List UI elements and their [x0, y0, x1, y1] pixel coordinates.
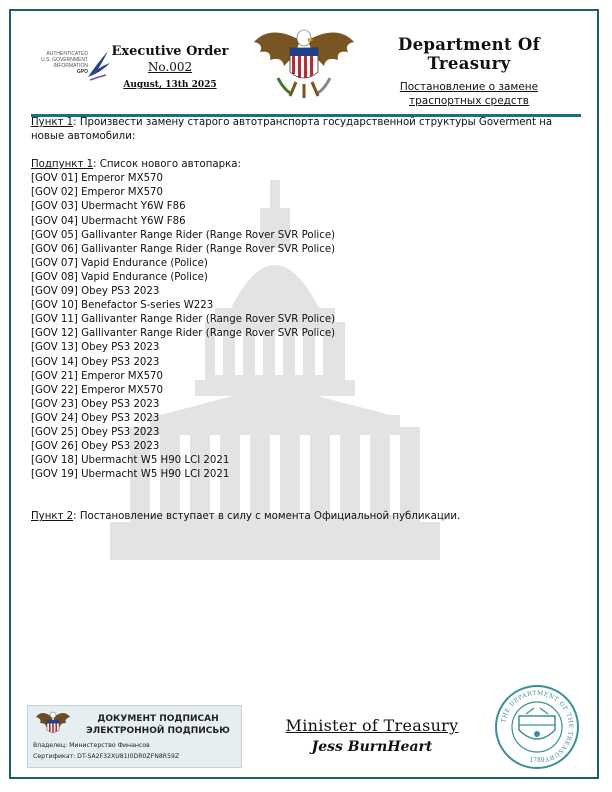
eagle-emblem-icon: [250, 22, 358, 98]
vehicle-list-item: [GOV 09] Obey PS3 2023: [31, 286, 160, 298]
stamp-title-line-2: ЭЛЕКТРОННОЙ ПОДПИСЬЮ: [86, 726, 230, 736]
vehicle-list-item: [GOV 22] Emperor MX570: [31, 384, 164, 396]
vehicle-list-item: [GOV 24] Obey PS3 2023: [31, 412, 160, 424]
vehicle-list-item: [GOV 19] Ubermacht W5 H90 LCI 2021: [31, 469, 230, 481]
vehicle-list-item: [GOV 21] Emperor MX570: [31, 370, 164, 382]
vehicle-list-item: [GOV 11] Gallivanter Range Rider (Range Rover SVR Police): [31, 314, 336, 326]
order-date: August, 13th 2025: [123, 80, 217, 90]
subpoint-1-label: Подпункт 1: [31, 159, 94, 171]
minister-title: Minister of Treasury: [285, 716, 459, 735]
vehicle-list-item: [GOV 10] Benefactor S-series W223: [31, 300, 214, 312]
point-1: [31, 116, 581, 144]
vehicle-list-item: [GOV 06] Gallivanter Range Rider (Range Rover SVR Police): [31, 243, 336, 255]
department-header: [358, 35, 580, 108]
stamp-title: [78, 713, 238, 737]
department-title: Department Of Treasury: [397, 35, 541, 73]
vehicle-list-item: [GOV 04] Ubermacht Y6W F86: [31, 215, 186, 227]
seal-year: 1789: [529, 757, 545, 764]
subpoint-1-text: : Список нового автопарка:: [93, 159, 241, 171]
point-2-text: : Постановление вступает в силу с момента Официальной публикации.: [73, 511, 461, 523]
point-2-label: Пункт 2: [31, 511, 74, 523]
vehicle-list-item: [GOV 12] Gallivanter Range Rider (Range Rover SVR Police): [31, 328, 336, 340]
vehicle-list-item: [GOV 05] Gallivanter Range Rider (Range Rover SVR Police): [31, 229, 336, 241]
vehicle-list-item: [GOV 03] Ubermacht Y6W F86: [31, 201, 186, 213]
document-subtitle: [358, 80, 580, 108]
subtitle-line-1: Постановление о замене: [399, 81, 539, 93]
executive-order-title: Executive Order: [111, 44, 229, 59]
vehicle-list-item: [GOV 08] Vapid Endurance (Police): [31, 271, 208, 283]
stamp-owner: Владелец: Министерство Финансов: [33, 742, 150, 749]
point-1-text: : Произвести замену старого автотранспорта государственной структуры Goverment на новые автомобили:: [31, 117, 553, 143]
seal-text: THE DEPARTMENT OF THE TREASURY: [500, 689, 575, 764]
vehicle-list-item: [GOV 25] Obey PS3 2023: [31, 426, 160, 438]
gpo-eagle-icon: [86, 47, 112, 83]
executive-order-block: [110, 44, 230, 90]
stamp-eagle-icon: [36, 709, 70, 739]
gpo-logo: [26, 47, 112, 85]
gpo-name: GPO: [76, 69, 88, 75]
treasury-seal-icon: [494, 684, 580, 770]
point-1-label: Пункт 1: [31, 117, 74, 128]
document-body: [31, 116, 581, 524]
vehicle-list-item: [GOV 01] Emperor MX570: [31, 173, 164, 185]
vehicle-list-item: [GOV 26] Obey PS3 2023: [31, 441, 160, 453]
minister-signature-block: [272, 716, 472, 755]
vehicle-list-item: [GOV 23] Obey PS3 2023: [31, 398, 160, 410]
vehicle-list-item: [GOV 14] Obey PS3 2023: [31, 356, 160, 368]
gpo-line-1: AUTHENTICATED: [46, 51, 88, 57]
gpo-logo-text: [26, 51, 88, 75]
spacer: [31, 482, 581, 510]
subtitle-line-2: траспортных средств: [408, 95, 529, 107]
minister-signature: Jess BurnHeart: [311, 739, 433, 755]
stamp-certificate: Сертификат: DT-SA2F32XU81I0DR0ZFN8R59Z: [33, 753, 180, 760]
vehicle-list-item: [GOV 02] Emperor MX570: [31, 187, 164, 199]
spacer: [31, 144, 581, 158]
order-number: No.002: [147, 60, 193, 74]
vehicle-list-item: [GOV 07] Vapid Endurance (Police): [31, 257, 208, 269]
electronic-signature-stamp: [27, 705, 242, 768]
vehicle-list-item: [GOV 18] Ubermacht W5 H90 LCI 2021: [31, 455, 230, 467]
vehicle-list-item: [GOV 13] Obey PS3 2023: [31, 342, 160, 354]
point-2: [31, 510, 581, 524]
gpo-line-3: INFORMATION: [53, 63, 88, 69]
subpoint-1: [31, 158, 581, 172]
gpo-line-2: U.S. GOVERNMENT: [41, 57, 88, 63]
stamp-title-line-1: ДОКУМЕНТ ПОДПИСАН: [97, 714, 219, 724]
